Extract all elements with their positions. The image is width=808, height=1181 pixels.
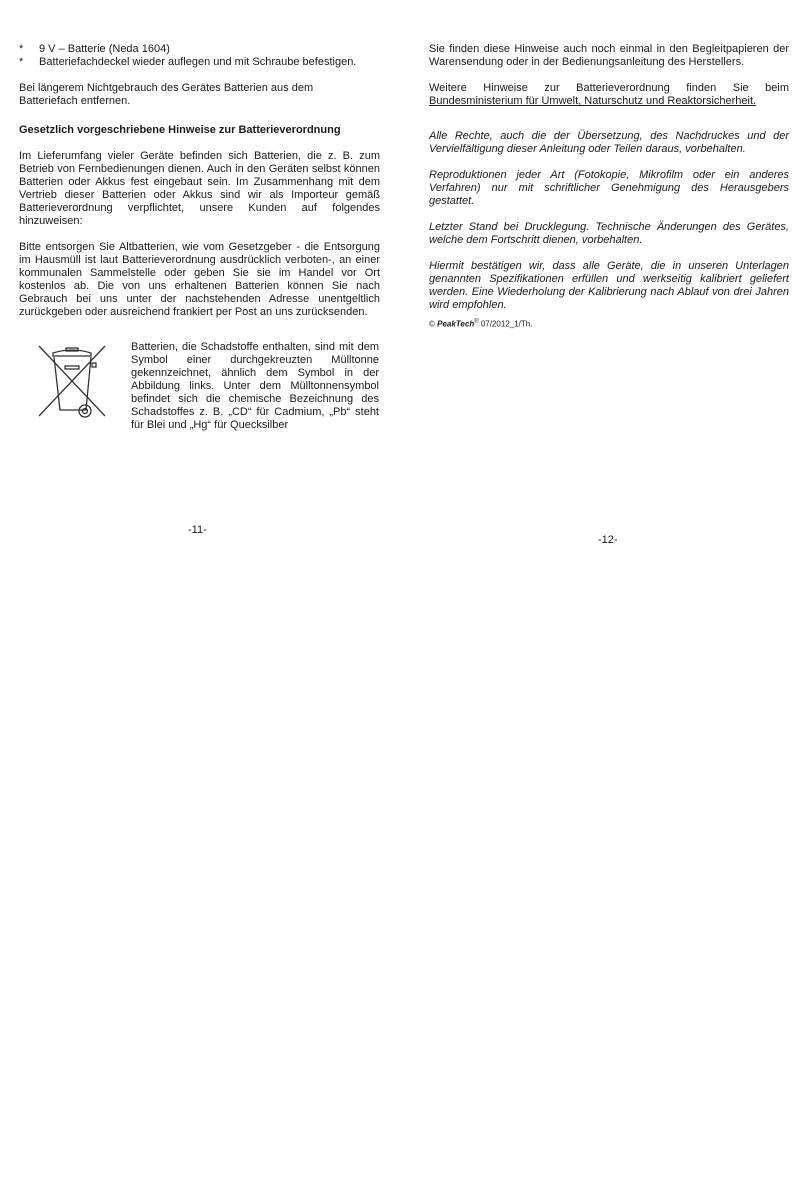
- further-info-text: Weitere Hinweise zur Batterieverordnung finden Sie beim: [429, 82, 789, 94]
- paragraph-further-info: [429, 82, 789, 108]
- paragraph-battery-intro: Im Lieferumfang vieler Geräte befinden sich Batterien, die z. B. zum Betrieb von Fernbedienungen dienen. Auch in den Geräten selbst können Batterien oder Akkus fest eingebaut sein. Im Zusammenhang mit dem Vertrieb dieser Batterien oder Akkus sind wir als Importeur gemäß Batterieverordnung verpflichtet, unsere Kunden auf folgendes hinzuweisen:: [19, 150, 380, 227]
- list-item-text: 9 V – Batterie (Neda 1604): [39, 43, 170, 55]
- copyright-symbol: ©: [429, 319, 435, 329]
- paragraph-reproduction: Reproduktionen jeder Art (Fotokopie, Mikrofilm oder ein anderes Verfahren) nur mit schriftlicher Genehmigung des Herausgebers gestattet.: [429, 169, 789, 207]
- list-item: [19, 43, 380, 56]
- waste-symbol-description: Batterien, die Schadstoffe enthalten, sind mit dem Symbol einer durchgekreuzten Mülltonne gekennzeichnet, ähnlich dem Symbol in der Abbildung links. Unter dem Mülltonnensymbol befindet sich die chemische Bezeichnung des Schadstoffes z. B. „CD“ für Cadmium, „Pb“ steht für Blei und „Hg“ für Quecksilber: [131, 341, 379, 431]
- right-page-column: [429, 43, 789, 330]
- paragraph-documents-note: Sie finden diese Hinweise auch noch einmal in den Begleitpapieren der Warensendung oder in der Bedienungsanleitung des Herstellers.: [429, 43, 789, 68]
- paragraph-last-status: Letzter Stand bei Drucklegung. Technische Änderungen des Gerätes, welche dem Fortschritt dienen, vorbehalten.: [429, 221, 789, 246]
- crossed-out-wheelie-bin-icon: [37, 344, 107, 420]
- bullet-marker: *: [19, 43, 24, 55]
- section-heading: Gesetzlich vorgeschriebene Hinweise zur Batterieverordnung: [19, 124, 341, 136]
- registered-mark: ®: [474, 319, 479, 325]
- list-item: [19, 56, 380, 69]
- battery-steps-list: [19, 43, 380, 69]
- paragraph-battery-disposal: Bitte entsorgen Sie Altbatterien, wie vom Gesetzgeber - die Entsorgung im Hausmüll ist laut Batterieverordnung ausdrücklich verboten-, an einer kommunalen Sammelstelle oder geben Sie sie im Handel vor Ort kostenlos ab. Die von uns erhaltenen Batterien können Sie nach Gebrauch bei uns unter der nachstehenden Adresse unentgeltlich zurückgeben oder ausreichend frankiert per Post an uns zurücksenden.: [19, 241, 380, 318]
- page-number-left: -11-: [188, 524, 207, 536]
- list-item-text: Batteriefachdeckel wieder auflegen und mit Schraube befestigen.: [39, 56, 357, 68]
- ministry-link[interactable]: Bundesministerium für Umwelt, Naturschutz und Reaktorsicherheit.: [429, 95, 757, 107]
- paragraph-rights: Alle Rechte, auch die der Übersetzung, des Nachdruckes und der Vervielfältigung dieser Anleitung oder Teilen daraus, vorbehalten.: [429, 130, 789, 155]
- storage-note: Bei längerem Nichtgebrauch des Gerätes Batterien aus dem Batteriefach entfernen.: [19, 82, 314, 107]
- copyright-line: [429, 317, 789, 330]
- page-number-right: -12-: [598, 534, 618, 546]
- bullet-marker: *: [19, 56, 24, 68]
- document-version: 07/2012_1/Th.: [480, 319, 533, 329]
- brand-name: PeakTech: [437, 319, 475, 329]
- paragraph-calibration: Hiermit bestätigen wir, dass alle Geräte, die in unseren Unterlagen genannten Spezifikationen erfüllen und werkseitig kalibriert geliefert werden. Eine Wiederholung der Kalibrierung nach Ablauf von drei Jahren wird empfohlen.: [429, 260, 789, 311]
- waste-symbol-section: [19, 341, 380, 436]
- left-page-column: [19, 43, 380, 436]
